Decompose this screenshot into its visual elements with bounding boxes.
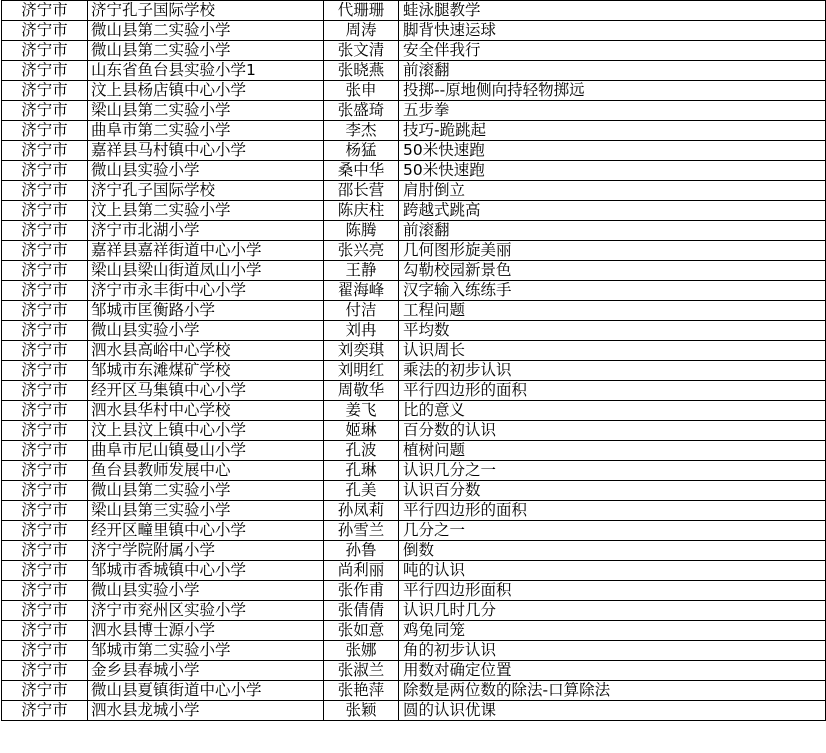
table-row [2,681,826,701]
city-cell: 济宁市 [2,521,88,541]
city-cell: 济宁市 [2,681,88,701]
teacher-cell: 孔琳 [324,461,399,481]
teacher-cell: 桑中华 [324,161,399,181]
city-cell: 济宁市 [2,541,88,561]
teacher-cell: 张倩倩 [324,601,399,621]
table-row [2,241,826,261]
city-cell: 济宁市 [2,161,88,181]
teacher-cell: 张盛琦 [324,101,399,121]
school-cell: 嘉祥县嘉祥街道中心小学 [88,241,324,261]
city-cell: 济宁市 [2,601,88,621]
school-cell: 曲阜市第二实验小学 [88,121,324,141]
city-cell: 济宁市 [2,581,88,601]
lesson-table [1,0,826,721]
lesson-cell: 认识几时几分 [399,601,826,621]
teacher-cell: 张兴亮 [324,241,399,261]
school-cell: 邹城市匡衡路小学 [88,301,324,321]
lesson-cell: 50米快速跑 [399,141,826,161]
school-cell: 邹城市东滩煤矿学校 [88,361,324,381]
lesson-cell: 圆的认识优课 [399,701,826,721]
city-cell: 济宁市 [2,641,88,661]
teacher-cell: 尚利丽 [324,561,399,581]
lesson-cell: 前滚翻 [399,61,826,81]
school-cell: 微山县第二实验小学 [88,481,324,501]
city-cell: 济宁市 [2,701,88,721]
city-cell: 济宁市 [2,381,88,401]
table-row [2,21,826,41]
city-cell: 济宁市 [2,661,88,681]
school-cell: 济宁学院附属小学 [88,541,324,561]
table-row [2,341,826,361]
teacher-cell: 姬琳 [324,421,399,441]
lesson-cell: 安全伴我行 [399,41,826,61]
lesson-cell: 脚背快速运球 [399,21,826,41]
school-cell: 鱼台县教师发展中心 [88,461,324,481]
teacher-cell: 张艳萍 [324,681,399,701]
city-cell: 济宁市 [2,281,88,301]
school-cell: 泗水县高峪中心学校 [88,341,324,361]
city-cell: 济宁市 [2,181,88,201]
lesson-cell: 50米快速跑 [399,161,826,181]
table-body [2,1,826,721]
city-cell: 济宁市 [2,201,88,221]
teacher-cell: 孙鲁 [324,541,399,561]
teacher-cell: 杨猛 [324,141,399,161]
table-row [2,101,826,121]
lesson-cell: 乘法的初步认识 [399,361,826,381]
table-row [2,661,826,681]
table-row [2,121,826,141]
table-row [2,581,826,601]
school-cell: 济宁孔子国际学校 [88,181,324,201]
lesson-cell: 鸡兔同笼 [399,621,826,641]
school-cell: 邹城市香城镇中心小学 [88,561,324,581]
city-cell: 济宁市 [2,441,88,461]
school-cell: 金乡县春城小学 [88,661,324,681]
table-row [2,181,826,201]
lesson-cell: 五步拳 [399,101,826,121]
city-cell: 济宁市 [2,421,88,441]
school-cell: 梁山县梁山街道凤山小学 [88,261,324,281]
teacher-cell: 代珊珊 [324,1,399,21]
school-cell: 微山县第二实验小学 [88,41,324,61]
lesson-cell: 工程问题 [399,301,826,321]
lesson-cell: 平均数 [399,321,826,341]
table-row [2,261,826,281]
lesson-cell: 平行四边形面积 [399,581,826,601]
table-row [2,701,826,721]
table-row [2,441,826,461]
school-cell: 邹城市第二实验小学 [88,641,324,661]
teacher-cell: 张淑兰 [324,661,399,681]
school-cell: 曲阜市尼山镇曼山小学 [88,441,324,461]
school-cell: 汶上县第二实验小学 [88,201,324,221]
teacher-cell: 刘明红 [324,361,399,381]
school-cell: 济宁市兖州区实验小学 [88,601,324,621]
lesson-cell: 平行四边形的面积 [399,501,826,521]
city-cell: 济宁市 [2,561,88,581]
lesson-cell: 平行四边形的面积 [399,381,826,401]
lesson-cell: 肩肘倒立 [399,181,826,201]
lesson-cell: 投掷--原地侧向持轻物掷远 [399,81,826,101]
teacher-cell: 翟海峰 [324,281,399,301]
table-row [2,1,826,21]
table-row [2,221,826,241]
city-cell: 济宁市 [2,81,88,101]
city-cell: 济宁市 [2,341,88,361]
school-cell: 微山县夏镇街道中心小学 [88,681,324,701]
table-row [2,61,826,81]
teacher-cell: 张如意 [324,621,399,641]
city-cell: 济宁市 [2,1,88,21]
teacher-cell: 王静 [324,261,399,281]
lesson-cell: 汉字输入练练手 [399,281,826,301]
lesson-cell: 百分数的认识 [399,421,826,441]
school-cell: 济宁市永丰街中心小学 [88,281,324,301]
table-row [2,501,826,521]
teacher-cell: 张作甫 [324,581,399,601]
school-cell: 济宁孔子国际学校 [88,1,324,21]
teacher-cell: 邵长营 [324,181,399,201]
city-cell: 济宁市 [2,461,88,481]
table-row [2,301,826,321]
lesson-cell: 认识周长 [399,341,826,361]
table-row [2,321,826,341]
school-cell: 经开区马集镇中心小学 [88,381,324,401]
city-cell: 济宁市 [2,241,88,261]
table-row [2,401,826,421]
school-cell: 微山县第二实验小学 [88,21,324,41]
lesson-cell: 跨越式跳高 [399,201,826,221]
teacher-cell: 张娜 [324,641,399,661]
lesson-cell: 几分之一 [399,521,826,541]
lesson-cell: 前滚翻 [399,221,826,241]
teacher-cell: 孔波 [324,441,399,461]
city-cell: 济宁市 [2,321,88,341]
lesson-cell: 认识百分数 [399,481,826,501]
lesson-cell: 角的初步认识 [399,641,826,661]
lesson-cell: 蛙泳腿教学 [399,1,826,21]
table-row [2,541,826,561]
lesson-cell: 吨的认识 [399,561,826,581]
table-row [2,561,826,581]
city-cell: 济宁市 [2,261,88,281]
lesson-cell: 比的意义 [399,401,826,421]
city-cell: 济宁市 [2,501,88,521]
teacher-cell: 刘奕琪 [324,341,399,361]
lesson-cell: 认识几分之一 [399,461,826,481]
lesson-cell: 倒数 [399,541,826,561]
city-cell: 济宁市 [2,361,88,381]
teacher-cell: 李杰 [324,121,399,141]
school-cell: 嘉祥县马村镇中心小学 [88,141,324,161]
school-cell: 梁山县第三实验小学 [88,501,324,521]
city-cell: 济宁市 [2,41,88,61]
city-cell: 济宁市 [2,121,88,141]
teacher-cell: 张申 [324,81,399,101]
teacher-cell: 孔美 [324,481,399,501]
teacher-cell: 陈庆柱 [324,201,399,221]
school-cell: 微山县实验小学 [88,321,324,341]
lesson-cell: 植树问题 [399,441,826,461]
table-row [2,481,826,501]
table-row [2,41,826,61]
teacher-cell: 张晓燕 [324,61,399,81]
teacher-cell: 付洁 [324,301,399,321]
school-cell: 经开区疃里镇中心小学 [88,521,324,541]
table-row [2,521,826,541]
teacher-cell: 孙雪兰 [324,521,399,541]
table-row [2,641,826,661]
city-cell: 济宁市 [2,141,88,161]
lesson-cell: 勾勒校园新景色 [399,261,826,281]
table-row [2,461,826,481]
teacher-cell: 张颖 [324,701,399,721]
teacher-cell: 张文清 [324,41,399,61]
school-cell: 汶上县杨店镇中心小学 [88,81,324,101]
city-cell: 济宁市 [2,401,88,421]
school-cell: 微山县实验小学 [88,581,324,601]
teacher-cell: 孙凤莉 [324,501,399,521]
table-row [2,201,826,221]
teacher-cell: 周涛 [324,21,399,41]
table-row [2,81,826,101]
school-cell: 泗水县龙城小学 [88,701,324,721]
table-row [2,281,826,301]
table-row [2,161,826,181]
city-cell: 济宁市 [2,481,88,501]
city-cell: 济宁市 [2,221,88,241]
school-cell: 济宁市北湖小学 [88,221,324,241]
school-cell: 汶上县汶上镇中心小学 [88,421,324,441]
table-row [2,141,826,161]
table-row [2,421,826,441]
table-row [2,601,826,621]
school-cell: 微山县实验小学 [88,161,324,181]
teacher-cell: 刘冉 [324,321,399,341]
teacher-cell: 姜飞 [324,401,399,421]
lesson-cell: 除数是两位数的除法-口算除法 [399,681,826,701]
city-cell: 济宁市 [2,21,88,41]
city-cell: 济宁市 [2,101,88,121]
school-cell: 泗水县华村中心学校 [88,401,324,421]
table-row [2,621,826,641]
lesson-cell: 技巧-跪跳起 [399,121,826,141]
lesson-cell: 几何图形旋美丽 [399,241,826,261]
school-cell: 泗水县博士源小学 [88,621,324,641]
table-row [2,361,826,381]
table-row [2,381,826,401]
school-cell: 山东省鱼台县实验小学1 [88,61,324,81]
school-cell: 梁山县第二实验小学 [88,101,324,121]
lesson-cell: 用数对确定位置 [399,661,826,681]
teacher-cell: 陈腾 [324,221,399,241]
city-cell: 济宁市 [2,621,88,641]
city-cell: 济宁市 [2,301,88,321]
teacher-cell: 周敬华 [324,381,399,401]
city-cell: 济宁市 [2,61,88,81]
